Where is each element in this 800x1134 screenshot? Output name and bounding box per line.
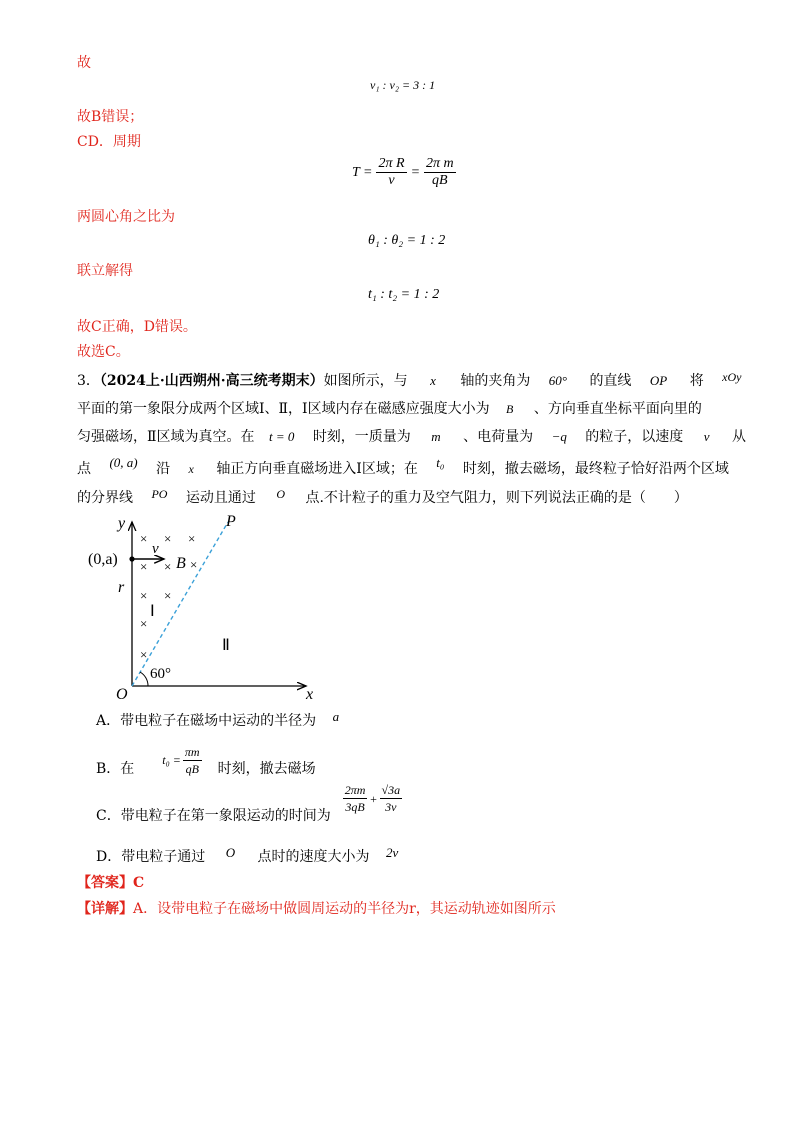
q-line1-a: 如图所示，与	[323, 373, 408, 389]
question-line-5	[77, 489, 688, 507]
sym-m: m	[431, 429, 441, 444]
option-b-frac	[183, 744, 202, 777]
sym-0a: (0, a)	[109, 455, 138, 470]
field-cross: ×	[140, 616, 148, 631]
option-c-num2: √3a	[381, 783, 401, 797]
detail-text: A．设带电粒子在磁场中做圆周运动的半径为r，其运动轨迹如图所示	[133, 901, 556, 917]
field-cross: ×	[140, 531, 148, 546]
q-line4-a: 点	[77, 461, 91, 477]
sym-t0: t₀	[436, 455, 445, 470]
label-y: y	[118, 515, 126, 532]
sym-PO: PO	[151, 487, 168, 501]
sym-minus-q: −q	[551, 429, 567, 444]
label-x: x	[306, 686, 314, 703]
detail-label: 【详解】	[77, 901, 133, 917]
q-line5-c: 点.不计粒子的重力及空气阻力，则下列说法正确的是（ ）	[305, 490, 688, 506]
option-c-num1: 2πm	[344, 783, 366, 797]
option-b-den: qB	[185, 761, 199, 776]
text-c-right: 故C正确，D错误。	[77, 319, 197, 335]
text-choose-c: 故选C。	[77, 344, 130, 360]
q-line4-d: 时刻，撤去磁场，最终粒子恰好沿两个区域	[462, 461, 729, 477]
sym-x-2: x	[188, 462, 194, 476]
option-c-formula	[343, 782, 402, 815]
field-cross: ×	[140, 647, 148, 662]
text-cd-period: CD．周期	[77, 134, 141, 150]
eq-T-left: T =	[352, 164, 373, 180]
option-d[interactable]	[96, 845, 399, 866]
text-solve: 联立解得	[77, 263, 133, 279]
option-b[interactable]	[96, 742, 316, 778]
question-source: （2024上·山西朔州·高三统考期末）	[99, 373, 324, 389]
eq-T-den1: v	[388, 173, 395, 188]
option-c-frac2	[380, 782, 403, 815]
question-number: 3．	[77, 373, 100, 389]
label-O: O	[116, 686, 128, 703]
sym-OP: OP	[649, 373, 668, 388]
option-a-sym: a	[332, 709, 340, 724]
q-line1-c: 的直线	[589, 373, 632, 389]
field-cross: ×	[140, 559, 148, 574]
option-a[interactable]	[96, 709, 340, 730]
label-v: v	[152, 541, 159, 557]
question-line-2	[77, 400, 702, 418]
field-cross: ×	[164, 531, 172, 546]
q-line4-c: 轴正方向垂直磁场进入Ⅰ区域；在	[216, 461, 418, 477]
sym-O: O	[276, 487, 286, 501]
q-line4-b: 沿	[156, 461, 171, 477]
q-line3-c: 、电荷量为	[463, 429, 534, 445]
option-a-text: A．带电粒子在磁场中运动的半径为	[96, 713, 317, 729]
field-cross: ×	[140, 588, 148, 603]
question-line-3	[77, 428, 746, 446]
eq-T-num1: 2π R	[378, 156, 405, 171]
eq-T-frac1	[376, 156, 406, 189]
sym-xOy: xOy	[722, 370, 742, 384]
sym-60: 60°	[548, 373, 567, 388]
label-region-I: Ⅰ	[150, 603, 155, 620]
text-angle-ratio: 两圆心角之比为	[77, 209, 175, 225]
q-line5-a: 的分界线	[77, 490, 133, 506]
option-b-pre: B．在	[96, 761, 135, 777]
angle-arc	[140, 672, 148, 686]
option-d-sym-O: O	[225, 845, 236, 860]
option-b-post: 时刻，撤去磁场	[217, 761, 316, 777]
option-d-sym-2v: 2v	[385, 845, 399, 860]
option-c-den1: 3qB	[345, 800, 365, 814]
question-line-4	[77, 455, 729, 478]
text-b-wrong: 故B错误；	[77, 109, 144, 125]
q-line1-b: 轴的夹角为	[460, 373, 531, 389]
field-cross: ×	[188, 531, 196, 546]
option-d-text-a: D．带电粒子通过	[96, 849, 206, 865]
q-line2: 平面的第一象限分成两个区域Ⅰ、Ⅱ，Ⅰ区域内存在磁感应强度大小为	[77, 401, 490, 417]
text-gu: 故	[77, 55, 91, 71]
sym-B: B	[506, 402, 514, 416]
q-line3-a: 匀强磁场，Ⅱ区域为真空。在	[77, 429, 255, 445]
label-0a: (0,a)	[88, 551, 118, 568]
q-line5-b: 运动且通过	[185, 490, 256, 506]
eq-T-num2: 2π m	[426, 156, 454, 171]
q-line3-e: 从	[731, 429, 746, 445]
label-B: B	[176, 555, 186, 572]
label-region-II: Ⅱ	[222, 637, 230, 654]
option-b-t0: t₀ =	[162, 753, 181, 767]
magnetic-field-figure	[88, 510, 330, 705]
question-line-1	[77, 372, 741, 390]
label-P: P	[226, 513, 236, 530]
field-cross: ×	[164, 559, 172, 574]
label-60: 60°	[150, 666, 171, 682]
equation-t-ratio: t₁ : t₂ = 1 : 2	[368, 287, 440, 302]
eq-T-frac2	[424, 156, 456, 189]
field-cross: ×	[164, 588, 172, 603]
eq-T-eq2: =	[410, 164, 421, 180]
detail-line	[77, 900, 556, 918]
equation-period	[352, 156, 456, 189]
option-c-plus: +	[369, 791, 378, 806]
q-line3-d: 的粒子，以速度	[585, 429, 684, 445]
equation-v-ratio: v₁ : v₂ = 3 : 1	[370, 78, 436, 92]
equation-theta: θ₁ : θ₂ = 1 : 2	[368, 233, 446, 248]
q-line1-d: 将	[689, 373, 704, 389]
label-r: r	[118, 579, 125, 596]
q-line2-b: 、方向垂直坐标平面向里的	[533, 401, 702, 417]
sym-t-eq-0: t = 0	[268, 429, 295, 444]
option-b-num: πm	[184, 744, 200, 759]
option-c-text: C．带电粒子在第一象限运动的时间为	[96, 808, 331, 824]
answer-label: 【答案】C	[77, 875, 145, 891]
q-line3-b: 时刻，一质量为	[312, 429, 411, 445]
eq-T-den2: qB	[432, 173, 448, 188]
option-d-text-b: 点时的速度大小为	[257, 849, 370, 865]
sym-x: x	[430, 373, 436, 388]
sym-v: v	[703, 429, 710, 444]
option-c-den2: 3v	[385, 800, 397, 814]
option-c-frac1	[343, 782, 368, 815]
field-cross: ×	[190, 557, 198, 572]
option-b-formula	[162, 744, 201, 777]
